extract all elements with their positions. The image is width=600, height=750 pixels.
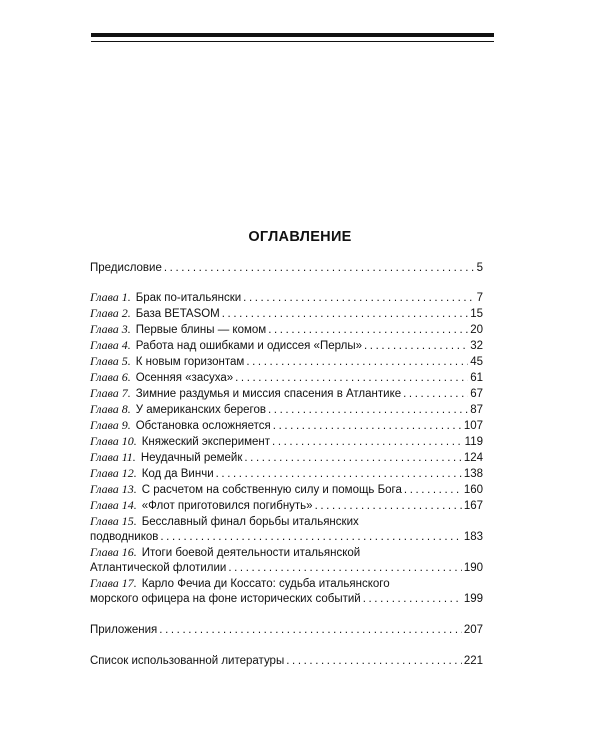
toc-entry-chapter-16[interactable] xyxy=(90,545,483,576)
leader-dots xyxy=(222,307,468,322)
toc-entry-chapter-1[interactable] xyxy=(90,290,483,306)
leader-dots xyxy=(235,371,468,386)
toc-entry-page: 167 xyxy=(463,500,483,512)
leader-dots xyxy=(363,592,462,607)
toc-entry-page: 67 xyxy=(470,388,483,400)
toc-entry-page: 61 xyxy=(470,372,483,384)
toc-entry-title: Итоги боевой деятельности итальянской xyxy=(141,547,361,559)
leader-dots xyxy=(404,483,462,498)
toc-entry-chapter-3[interactable] xyxy=(90,322,483,338)
leader-dots xyxy=(273,419,462,434)
toc-entry-page: 207 xyxy=(463,624,483,636)
toc-entry-title: Неудачный ремейк xyxy=(140,452,243,464)
leader-dots xyxy=(164,261,475,276)
leader-dots xyxy=(315,499,462,514)
toc-entry-intro[interactable] xyxy=(90,261,483,276)
toc-entry-page: 190 xyxy=(463,562,483,574)
toc-entry-page: 7 xyxy=(476,292,483,304)
toc-entry-chapter-10[interactable] xyxy=(90,434,483,450)
toc-entry-title: С расчетом на собственную силу и помощь Бога xyxy=(141,484,402,496)
leader-dots xyxy=(159,623,462,638)
toc-entry-page: 119 xyxy=(464,436,483,448)
chapter-label: Глава 8. xyxy=(90,402,131,416)
toc-entry-page: 183 xyxy=(463,531,483,543)
toc-entry-chapter-5[interactable] xyxy=(90,354,483,370)
toc-entry-page: 199 xyxy=(463,593,483,605)
toc-entry-title: Княжеский эксперимент xyxy=(141,436,271,448)
toc-entry-page: 138 xyxy=(463,468,483,480)
toc-entry-title-continued: подводников xyxy=(90,531,159,543)
leader-dots xyxy=(228,561,461,576)
chapter-label: Глава 6. xyxy=(90,370,131,384)
leader-dots xyxy=(160,530,461,545)
chapter-label: Глава 1. xyxy=(90,290,131,304)
chapter-label: Глава 12. xyxy=(90,466,137,480)
toc-entry-chapter-7[interactable] xyxy=(90,386,483,402)
chapter-label: Глава 4. xyxy=(90,338,131,352)
chapter-label: Глава 15. xyxy=(90,514,137,528)
toc-entry-chapter-8[interactable] xyxy=(90,402,483,418)
leader-dots xyxy=(244,451,461,466)
toc-entry-page: 107 xyxy=(463,420,483,432)
toc-entry-title: Бесславный финал борьбы итальянских xyxy=(141,516,359,528)
leader-dots xyxy=(364,339,468,354)
chapter-label: Глава 11. xyxy=(90,450,136,464)
chapter-list xyxy=(90,290,483,607)
toc-entry-page: 5 xyxy=(476,262,483,274)
toc-entry-page: 87 xyxy=(470,404,483,416)
toc-entry-page: 20 xyxy=(470,324,483,336)
toc-entry-title: Список использованной литературы xyxy=(90,655,285,667)
toc-entry-title: Код да Винчи xyxy=(141,468,214,480)
toc-entry-title: Первые блины — комом xyxy=(135,324,267,336)
chapter-label: Глава 9. xyxy=(90,418,131,432)
toc-entry-title: Работа над ошибками и одиссея «Перлы» xyxy=(135,340,362,352)
toc-entry-title: К новым горизонтам xyxy=(135,356,245,368)
toc-entry-title: «Флот приготовился погибнуть» xyxy=(141,500,313,512)
toc-entry-chapter-6[interactable] xyxy=(90,370,483,386)
toc-entry-chapter-4[interactable] xyxy=(90,338,483,354)
page-title: ОГЛАВЛЕНИЕ xyxy=(248,229,352,245)
toc-entry-title: Приложения xyxy=(90,624,158,636)
toc-entry-chapter-12[interactable] xyxy=(90,466,483,482)
toc-entry-title-continued: Атлантической флотилии xyxy=(90,562,227,574)
leader-dots xyxy=(216,467,462,482)
leader-dots xyxy=(243,291,474,306)
leader-dots xyxy=(268,323,468,338)
leader-dots xyxy=(286,654,462,669)
chapter-label: Глава 10. xyxy=(90,434,137,448)
chapter-label: Глава 16. xyxy=(90,545,137,559)
toc-entry-title: Карло Фечиа ди Коссато: судьба итальянского xyxy=(141,578,390,590)
toc-entry-chapter-13[interactable] xyxy=(90,482,483,498)
chapter-label: Глава 13. xyxy=(90,482,137,496)
chapter-label: Глава 17. xyxy=(90,576,137,590)
header-rule-thick xyxy=(91,33,494,37)
toc-entry-title: Осенняя «засуха» xyxy=(135,372,234,384)
toc-entry-page: 160 xyxy=(463,484,483,496)
leader-dots xyxy=(268,403,468,418)
toc-entry-title: Обстановка осложняется xyxy=(135,420,271,432)
toc-entry-title: У американских берегов xyxy=(135,404,266,416)
toc-entry-chapter-17[interactable] xyxy=(90,576,483,607)
toc-entry-page: 15 xyxy=(470,308,483,320)
chapter-label: Глава 7. xyxy=(90,386,131,400)
toc-entry-page: 221 xyxy=(463,655,483,667)
table-of-contents xyxy=(90,261,483,669)
toc-entry-page: 32 xyxy=(470,340,483,352)
toc-entry-chapter-14[interactable] xyxy=(90,498,483,514)
toc-entry-title: Предисловие xyxy=(90,262,162,274)
leader-dots xyxy=(403,387,468,402)
toc-entry-bibliography[interactable] xyxy=(90,654,483,669)
toc-entry-page: 45 xyxy=(470,356,483,368)
header-rule-thin xyxy=(91,41,494,42)
toc-entry-page: 124 xyxy=(463,452,483,464)
toc-entry-chapter-15[interactable] xyxy=(90,514,483,545)
chapter-label: Глава 14. xyxy=(90,498,137,512)
leader-dots xyxy=(272,435,463,450)
chapter-label: Глава 2. xyxy=(90,306,131,320)
toc-entry-chapter-9[interactable] xyxy=(90,418,483,434)
chapter-label: Глава 5. xyxy=(90,354,131,368)
toc-entry-title: База BETASOM xyxy=(135,308,220,320)
chapter-label: Глава 3. xyxy=(90,322,131,336)
leader-dots xyxy=(246,355,468,370)
toc-entry-chapter-11[interactable] xyxy=(90,450,483,466)
toc-entry-title: Зимние раздумья и миссия спасения в Атлантике xyxy=(135,388,402,400)
toc-entry-title-continued: морского офицера на фоне исторических событий xyxy=(90,593,361,605)
toc-entry-chapter-2[interactable] xyxy=(90,306,483,322)
toc-entry-appendix[interactable] xyxy=(90,623,483,638)
toc-entry-title: Брак по-итальянски xyxy=(135,292,242,304)
